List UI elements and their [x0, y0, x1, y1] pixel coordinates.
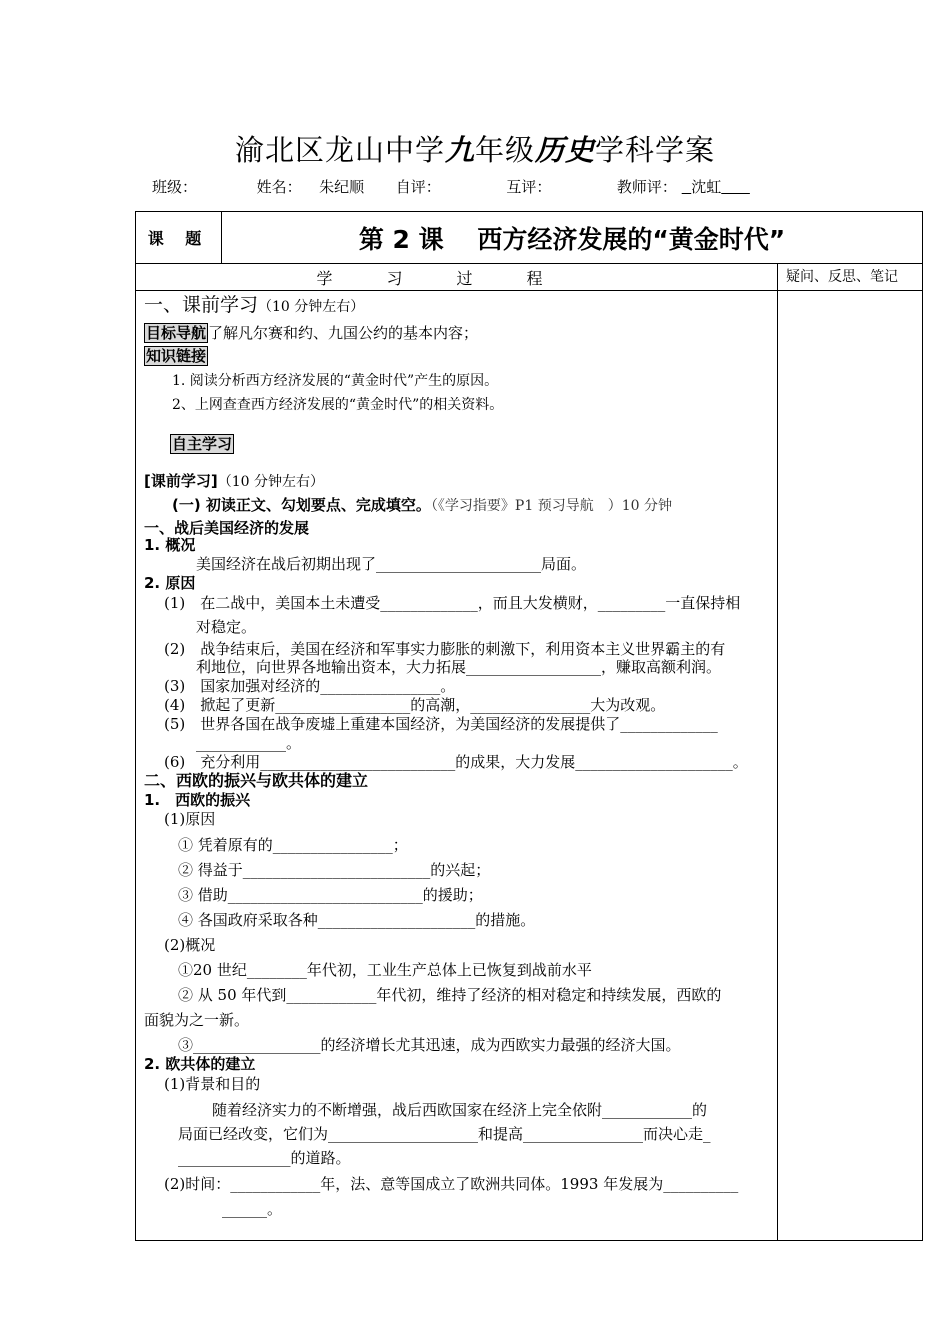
- time-line-1: (2)时间：____________年，法、意等国成立了欧洲共同体。1993 年发展为__________: [164, 1175, 739, 1193]
- notes-header: 疑问、反思、笔记: [778, 264, 923, 291]
- section-us-economy: 一、战后美国经济的发展: [144, 519, 310, 537]
- reason-3: (3) 国家加强对经济的________________。: [164, 677, 456, 695]
- revival-overview-label: (2)概况: [164, 936, 216, 954]
- reason-1-line-2: 对稳定。: [196, 618, 257, 636]
- reason-2-line-1: (2) 战争结束后，美国在经济和军事实力膨胀的刺激下，利用资本主义世界霸主的有: [164, 640, 726, 658]
- name-label: 姓名：: [256, 178, 302, 196]
- revival-overview-3: ③_________________的经济增长尤其迅速，成为西欧实力最强的经济大国。: [178, 1036, 681, 1054]
- revival-reason-4: ④ 各国政府采取各种_____________________的措施。: [178, 911, 536, 929]
- lesson-title: 第 2 课 西方经济发展的“黄金时代”: [222, 212, 923, 264]
- link-item-1: 1. 阅读分析西方经济发展的“黄金时代”产生的原因。: [172, 373, 499, 389]
- subsection-revival: 1. 西欧的振兴: [144, 791, 251, 809]
- overview-text: 美国经济在战后初期出现了______________________局面。: [196, 555, 587, 573]
- revival-overview-2-line-2: 面貌为之一新。: [144, 1011, 250, 1029]
- link-item-2: 2、上网查查西方经济发展的“黄金时代”的相关资料。: [172, 397, 504, 413]
- process-header: 学习过程: [136, 264, 778, 291]
- task-reference: （《学习指要》P1 预习导航 ）10 分钟: [430, 498, 672, 514]
- link-tag: 知识链接: [146, 347, 207, 365]
- teacher-eval-label: 教师评：: [616, 178, 677, 196]
- reason-4: (4) 掀起了更新__________________的高潮，________________大为改观。: [164, 696, 666, 714]
- time-line-2: ______。: [222, 1200, 283, 1218]
- task-instruction: (一) 初读正文、勾划要点、完成填空。: [172, 496, 431, 514]
- revival-reason-1: ① 凭着原有的________________；: [178, 836, 408, 854]
- background-line-3: _______________的道路。: [178, 1149, 351, 1167]
- revival-overview-2-line-1: ② 从 50 年代到____________年代初，维持了经济的相对稳定和持续发展，西欧的: [178, 986, 722, 1004]
- background-line-2: 局面已经改变，它们为____________________和提高________________而决心走_: [178, 1125, 711, 1143]
- reason-5-line-2: ____________。: [196, 734, 302, 752]
- subsection-reasons: 2. 原因: [144, 574, 196, 592]
- reason-6: (6) 充分利用__________________________的成果，大力发展_____________________。: [164, 753, 748, 771]
- peer-eval-label: 互评：: [506, 178, 552, 196]
- document-title: 渝北区龙山中学九年级历史学科学案: [234, 133, 716, 167]
- self-eval-label: 自评：: [395, 178, 441, 196]
- pre-study-time: （10 分钟左右）: [217, 474, 324, 490]
- background-line-1: 随着经济实力的不断增强，战后西欧国家在经济上完全依附____________的: [212, 1101, 708, 1119]
- section-pre-study-title: 一、课前学习: [144, 294, 259, 316]
- content-cell: [136, 291, 778, 1241]
- student-info-line: [152, 176, 750, 197]
- revival-reason-3: ③ 借助__________________________的援助；: [178, 886, 483, 904]
- self-study-tag: 自主学习: [172, 435, 233, 453]
- background-label: (1)背景和目的: [164, 1075, 261, 1093]
- topic-label: 课 题: [136, 212, 222, 264]
- section-western-europe: 二、西欧的振兴与欧共体的建立: [144, 771, 369, 790]
- revival-reason-2: ② 得益于_________________________的兴起；: [178, 861, 491, 879]
- reason-1-line-1: (1) 在二战中，美国本土未遭受_____________，而且大发横财，_________一直保持相: [164, 594, 741, 612]
- teacher-value: 沈虹: [691, 178, 722, 196]
- name-value: 朱纪顺: [319, 178, 365, 196]
- subsection-ec-founding: 2. 欧共体的建立: [144, 1055, 256, 1073]
- subsection-overview: 1. 概况: [144, 536, 196, 554]
- goal-text: 了解凡尔赛和约、九国公约的基本内容；: [208, 324, 479, 342]
- revival-overview-1: ①20 世纪________年代初，工业生产总体上已恢复到战前水平: [178, 961, 592, 979]
- goal-tag: 目标导航: [146, 324, 207, 342]
- study-plan-table: [135, 211, 923, 1241]
- reason-2-line-2: 利地位，向世界各地输出资本，大力拓展__________________，赚取高额利润。: [196, 658, 722, 676]
- revival-reasons-label: (1)原因: [164, 810, 216, 828]
- section-pre-study-time: （10 分钟左右）: [258, 299, 365, 315]
- notes-cell: [778, 291, 923, 1241]
- pre-study-label: [课前学习]: [144, 472, 218, 490]
- class-label: 班级：: [152, 178, 198, 196]
- reason-5-line-1: (5) 世界各国在战争废墟上重建本国经济，为美国经济的发展提供了_____________: [164, 715, 718, 733]
